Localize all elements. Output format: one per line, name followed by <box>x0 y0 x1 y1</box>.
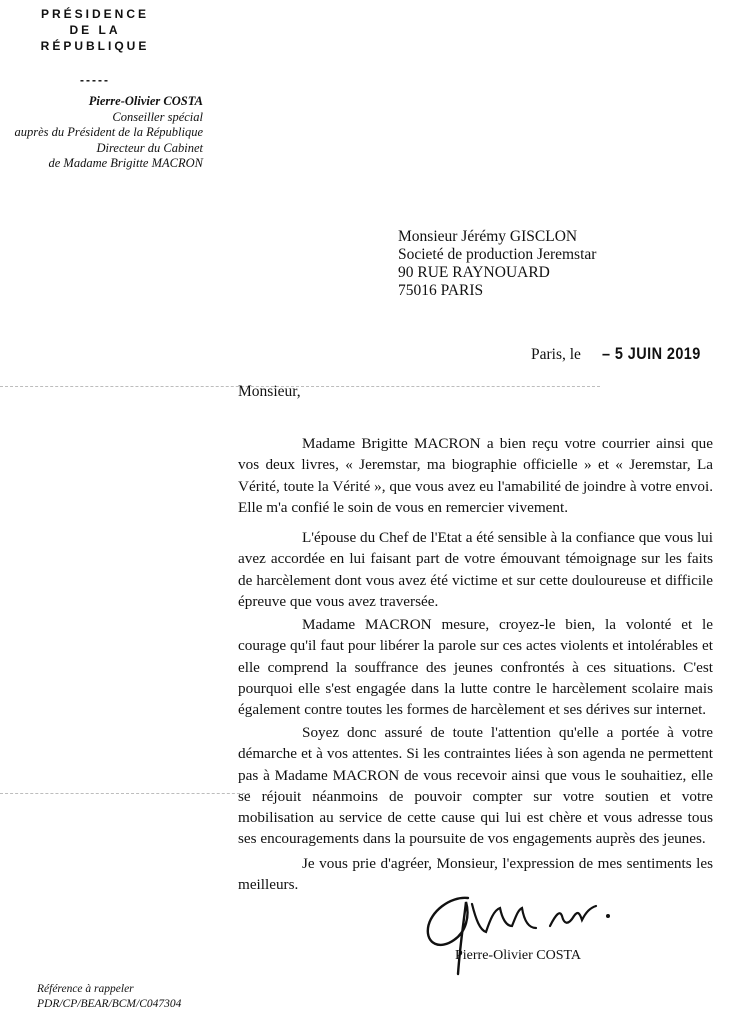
sender-name: Pierre-Olivier COSTA <box>88 94 203 108</box>
letterhead-line-1: PRÉSIDENCE <box>40 7 150 21</box>
paragraph-text: Je vous prie d'agréer, Monsieur, l'expression de mes sentiments les meilleurs. <box>238 855 713 894</box>
recipient-street: 90 RUE RAYNOUARD <box>398 264 550 281</box>
paragraph-text: L'épouse du Chef de l'Etat a été sensible à la confiance que vous lui avez accordée en lui faisant part de votre émouvant témoignage sur les faits de harcèlement dont vous avez été victime et sur cette douloureuse et difficile épreuve que vous avez traversée. <box>238 529 713 610</box>
reference-label: Référence à rappeler <box>37 983 134 995</box>
sender-title-1: Conseiller spécial <box>112 109 203 124</box>
paragraph-text: Madame Brigitte MACRON a bien reçu votre courrier ainsi que vos deux livres, « Jeremstar, ma biographie officielle » et « Jeremstar, La Vérité, toute la Vérité », que vous avez eu l'amabilité de joindre à votre envoi. Elle m'a confié le soin de vous en remercier vivement. <box>238 435 713 516</box>
handwritten-signature <box>410 890 640 980</box>
body-paragraph-4 <box>238 722 713 850</box>
body-paragraph-3 <box>238 614 713 720</box>
sender-block <box>0 94 203 172</box>
letterhead-separator: ----- <box>80 73 110 87</box>
recipient-address <box>398 228 596 300</box>
date-place: Paris, le <box>531 346 581 363</box>
date-stamp: – 5 JUIN 2019 <box>602 344 701 363</box>
letterhead-line-3: RÉPUBLIQUE <box>40 39 150 53</box>
reference-code: PDR/CP/BEAR/BCM/C047304 <box>37 998 182 1010</box>
signatory-name: Pierre-Olivier COSTA <box>455 948 582 963</box>
body-paragraph-1 <box>238 433 713 518</box>
sender-title-2: auprès du Président de la République <box>14 125 203 139</box>
recipient-company: Societé de production Jeremstar <box>398 246 597 263</box>
letterhead <box>25 6 165 88</box>
paragraph-text: Madame MACRON mesure, croyez-le bien, la volonté et le courage qu'il faut pour libérer la parole sur ces actes violents et intolérables et elle comprend la souffrance des jeunes confrontés à ces situations. C'est pourquoi elle s'est engagée dans la lutte contre le harcèlement scolaire mais également contre toutes les formes de harcèlement et ses dérives sur internet. <box>238 616 713 719</box>
sender-title-3: Directeur du Cabinet <box>96 140 203 155</box>
sender-title-4: de Madame Brigitte MACRON <box>48 156 203 170</box>
scan-artifact-line <box>0 793 250 794</box>
letterhead-line-2: DE LA <box>69 23 121 37</box>
paragraph-text: Soyez donc assuré de toute l'attention qu'elle a portée à votre démarche et à vos attentes. Si les contraintes liées à son agenda ne permettent pas à Madame MACRON de vous recevoir ainsi que vous le souhaitiez, elle se réjouit néanmoins de pouvoir compter sur votre soutien et votre mobilisation au service de cette cause qui lui est chère et vous adresse tous ses encouragements dans la poursuite de vos engagements auprès des jeunes. <box>238 724 713 848</box>
body-paragraph-2 <box>238 527 713 612</box>
reference-block <box>37 982 181 1012</box>
salutation: Monsieur, <box>238 383 301 400</box>
recipient-city: 75016 PARIS <box>398 282 484 299</box>
recipient-name: Monsieur Jérémy GISCLON <box>398 228 578 245</box>
